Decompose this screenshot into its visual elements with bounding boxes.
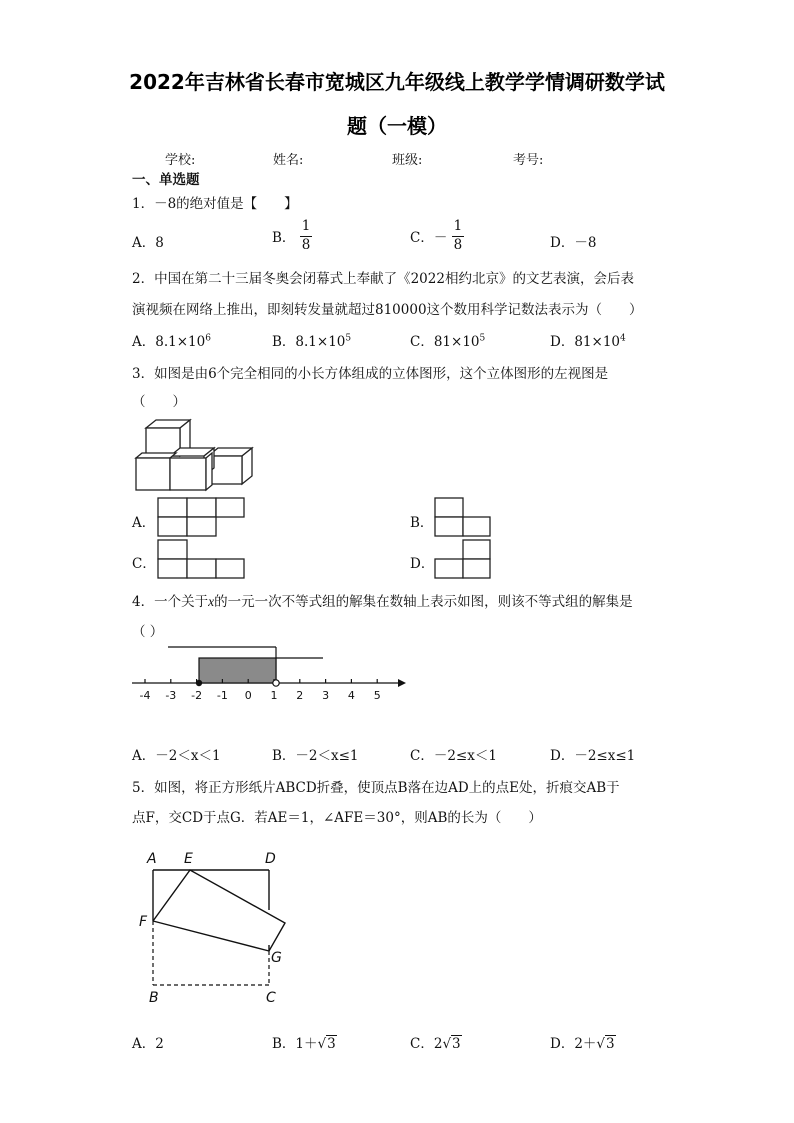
tick-label: -4 xyxy=(139,689,151,702)
q1-option-c: C．－ $\frac{1}{8}$ xyxy=(410,218,463,253)
q3-option-c: C． xyxy=(132,556,156,572)
tick-label: -1 xyxy=(216,689,228,702)
tick-label: -2 xyxy=(191,689,203,702)
number-label: 考号: xyxy=(513,153,544,168)
label-F: F xyxy=(139,914,148,930)
label-E: E xyxy=(184,851,193,867)
q5-option-c: C．2√3 xyxy=(410,1036,461,1052)
q3-option-b-figure xyxy=(432,496,494,538)
q3-solid-figure xyxy=(132,418,262,498)
tick-label: -3 xyxy=(165,689,177,702)
q2-stem-line-2: 演视频在网络上推出，即刻转发量就超过810000这个数用科学记数法表示为（ ） xyxy=(132,302,643,318)
q1-option-b: B． $\frac{1}{8}$ xyxy=(272,218,311,253)
q4-option-a: A．－2＜x＜1 xyxy=(132,748,221,764)
label-G: G xyxy=(271,950,282,966)
q2-stem-line-1: 2．中国在第二十三届冬奥会闭幕式上奉献了《2022相约北京》的文艺表演，会后表 xyxy=(132,271,634,287)
q2-option-b: B．$8.1\times 10^5$ xyxy=(272,333,352,350)
q3-option-b: B． xyxy=(410,515,434,531)
title-line-2: 题（一模） xyxy=(347,114,447,138)
tick-label: 5 xyxy=(373,689,381,702)
q3-stem-line-1: 3．如图是由6个完全相同的小长方体组成的立体图形，这个立体图形的左视图是 xyxy=(132,366,609,382)
q4-stem-line-1: 4．一个关于x的一元一次不等式组的解集在数轴上表示如图，则该不等式组的解集是 xyxy=(132,594,633,610)
class-label: 班级: xyxy=(392,153,423,168)
label-A: A xyxy=(147,851,157,867)
q3-option-a-figure xyxy=(155,496,247,538)
q4-number-line xyxy=(130,640,410,710)
open-point-1 xyxy=(273,680,279,686)
q3-option-c-figure xyxy=(155,538,247,580)
q2-option-c: C．$81\times 10^5$ xyxy=(410,333,486,350)
q4-option-b: B．－2＜x≤1 xyxy=(272,748,359,764)
q3-option-d-figure xyxy=(432,538,494,580)
q4-option-c: C．－2≤x＜1 xyxy=(410,748,497,764)
q5-stem-line-1: 5．如图，将正方形纸片ABCD折叠，使顶点B落在边AD上的点E处，折痕交AB于 xyxy=(132,780,620,796)
tick-label: 1 xyxy=(270,689,278,702)
label-D: D xyxy=(265,851,276,867)
tick-label: 0 xyxy=(244,689,252,702)
school-label: 学校: xyxy=(165,153,196,168)
q5-stem-line-2: 点F，交CD于点G．若AE＝1，∠AFE＝30°，则AB的长为（ ） xyxy=(132,810,542,826)
q1-option-d: D．－8 xyxy=(550,235,597,251)
label-B: B xyxy=(149,990,159,1006)
tick-label: 4 xyxy=(347,689,355,702)
q5-option-d: D．2＋√3 xyxy=(550,1036,615,1052)
tick-label: 3 xyxy=(322,689,330,702)
q5-fold-figure xyxy=(135,845,305,1010)
q2-option-d: D．$81\times 10^4$ xyxy=(550,333,626,350)
q1-stem: 1．－8的绝对值是【 】 xyxy=(132,196,298,212)
q3-option-a: A． xyxy=(132,515,156,531)
q4-option-d: D．－2≤x≤1 xyxy=(550,748,636,764)
section-heading: 一、单选题 xyxy=(132,172,200,188)
number-line-arrow xyxy=(398,679,406,687)
solution-region xyxy=(199,658,276,683)
label-C: C xyxy=(266,990,276,1006)
q5-option-b: B．1＋√3 xyxy=(272,1036,336,1052)
q5-option-a: A．2 xyxy=(132,1036,164,1052)
tick-label: 2 xyxy=(296,689,304,702)
title-line-1: 2022年吉林省长春市宽城区九年级线上教学学情调研数学试 xyxy=(129,70,665,94)
q4-stem-line-2: （ ） xyxy=(132,624,164,640)
q3-stem-line-2: （ ） xyxy=(132,394,186,410)
q1-option-a: A．8 xyxy=(132,235,164,251)
name-label: 姓名: xyxy=(273,153,304,168)
q2-option-a: A．$8.1\times 10^6$ xyxy=(132,333,211,350)
closed-point-minus-2 xyxy=(196,680,202,686)
q3-option-d: D． xyxy=(410,556,435,572)
